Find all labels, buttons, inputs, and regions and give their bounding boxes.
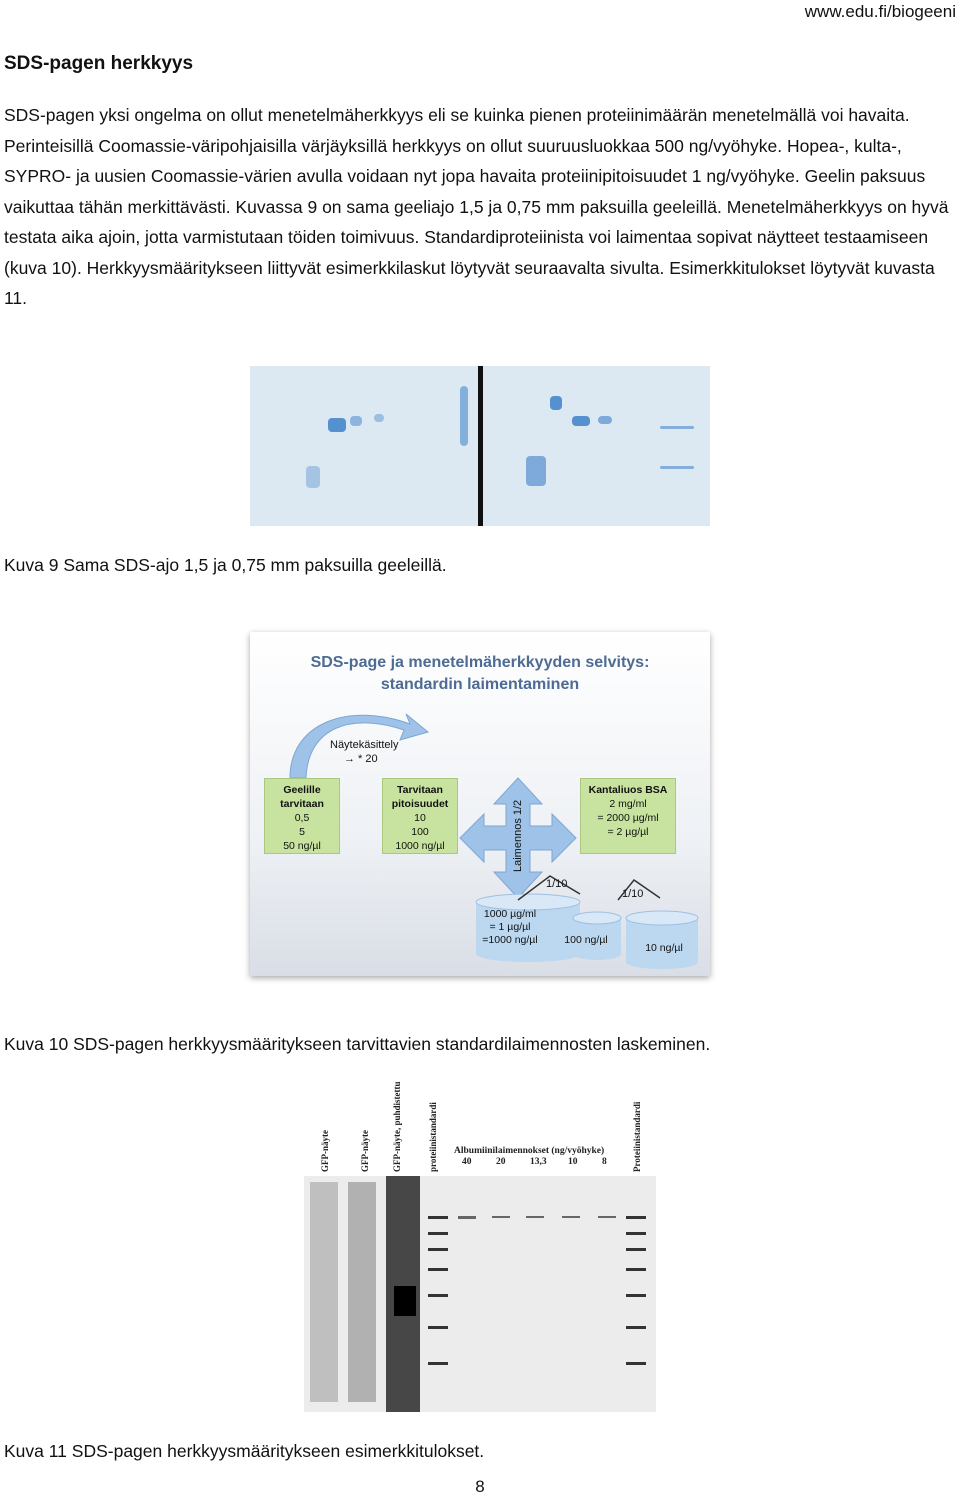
figure-10-caption: Kuva 10 SDS-pagen herkkyysmääritykseen tarvittavien standardilaimennosten laskeminen. <box>4 1034 711 1054</box>
box-text: Geelille <box>283 784 321 796</box>
dilution-value: 10 <box>568 1157 578 1167</box>
cylinder-text: =1000 ng/µl <box>482 934 538 946</box>
dilution-fraction: 1/10 <box>622 888 644 900</box>
box-text: Kantaliuos BSA <box>588 784 668 796</box>
box-needed-concentrations <box>382 778 458 854</box>
box-text: 50 ng/µl <box>283 840 321 852</box>
box-text: 100 <box>411 826 429 838</box>
cylinder-2-label: 100 ng/µl <box>564 934 608 946</box>
box-text: = 2 µg/µl <box>607 826 649 838</box>
gel-bands <box>304 1176 656 1412</box>
gel-band <box>374 414 384 422</box>
box-text: 5 <box>299 826 305 838</box>
gel-band <box>526 456 546 486</box>
lane-label: GFP-näyte, puhdistettu <box>392 1081 402 1172</box>
dilution-value: 20 <box>496 1157 506 1167</box>
gel-band <box>328 418 346 432</box>
sample-treatment-note <box>330 738 398 766</box>
dilution-value: 40 <box>462 1157 472 1167</box>
figure-9-gel-image <box>250 366 710 526</box>
gel-band <box>350 416 362 426</box>
lane-label: GFP-näyte <box>320 1130 330 1172</box>
gel-divider <box>478 366 483 526</box>
cylinder-1-label <box>478 908 542 947</box>
dilution-value: 13,3 <box>530 1157 547 1167</box>
figure-10-diagram <box>250 632 710 976</box>
gel-band <box>598 416 612 424</box>
box-text: 10 <box>414 812 426 824</box>
body-paragraph: SDS-pagen yksi ongelma on ollut menetelmäherkkyys eli se kuinka pienen proteiinimäärän menetelmällä voi havaita. Perinteisillä Coomassie-väripohjaisilla värjäyksillä herkkyys on ollut suuruusluokkaa 500 ng/vyöhyke. Hopea-, kulta-, SYPRO- ja uusien Coomassie-värien avulla voidaan nyt jopa havaita proteiinipitoisuudet 1 ng/vyöhyke. Geelin paksuus vaikuttaa tähän merkittävästi. Kuvassa 9 on sama geeliajo 1,5 ja 0,75 mm paksuilla geeleillä. Menetelmäherkkyys on hyvä testata aika ajoin, jotta varmistutaan töiden toimivuus. Standardiproteiinista voi laimentaa sopivat näytteet testaamiseen (kuva 10). Herkkyysmääritykseen liittyvät esimerkkilaskut löytyvät seuraavalta sivulta. Esimerkkitulokset löytyvät kuvasta 11. <box>4 105 949 308</box>
gel-band <box>306 466 320 488</box>
dilution-value: 8 <box>602 1157 607 1167</box>
cylinder-text: 1000 µg/ml <box>483 908 537 920</box>
gel-band <box>460 386 468 446</box>
lane-label: Proteiinistandardi <box>632 1101 642 1172</box>
diagram-title-line: SDS-page ja menetelmäherkkyyden selvitys: <box>310 654 650 671</box>
box-text: tarvitaan <box>280 798 324 810</box>
gel-band <box>550 396 562 410</box>
dilution-title: Albumiinilaimennokset (ng/vyöhyke) <box>454 1146 605 1156</box>
cylinder-3-label: 10 ng/µl <box>645 942 683 954</box>
gel-slab <box>304 1176 656 1412</box>
lane-label: proteiinistandardi <box>428 1102 438 1172</box>
gel-band <box>660 426 694 429</box>
box-text: 0,5 <box>294 812 310 824</box>
gel-band <box>660 466 694 469</box>
box-gel-required <box>264 778 340 854</box>
section-heading: SDS-pagen herkkyys <box>4 53 194 74</box>
box-stock-solution <box>580 778 676 854</box>
box-text: 1000 ng/µl <box>395 840 445 852</box>
dilution-label: Laimennos 1/2 <box>512 799 524 872</box>
figure-9-caption: Kuva 9 Sama SDS-ajo 1,5 ja 0,75 mm paksuilla geeleillä. <box>4 555 447 575</box>
lane-label: GFP-näyte <box>360 1130 370 1172</box>
dilution-fraction: 1/10 <box>546 878 568 890</box>
box-text: = 2000 µg/ml <box>597 812 659 824</box>
cylinder-text: = 1 µg/µl <box>489 921 531 933</box>
note-line: Näytekäsittely <box>330 739 399 751</box>
gel-band <box>572 416 590 426</box>
note-line: → * 20 <box>344 753 378 765</box>
box-text: Tarvitaan <box>397 784 443 796</box>
box-text: 2 mg/ml <box>609 798 647 810</box>
page-number: 8 <box>475 1477 485 1496</box>
gel-header <box>304 1082 656 1176</box>
figure-11-caption: Kuva 11 SDS-pagen herkkyysmääritykseen esimerkkitulokset. <box>4 1441 485 1461</box>
box-text: pitoisuudet <box>391 798 449 810</box>
diagram-title-line: standardin laimentaminen <box>380 676 580 693</box>
figure-11-gel-image <box>304 1082 656 1412</box>
site-url[interactable]: www.edu.fi/biogeeni <box>804 2 956 21</box>
